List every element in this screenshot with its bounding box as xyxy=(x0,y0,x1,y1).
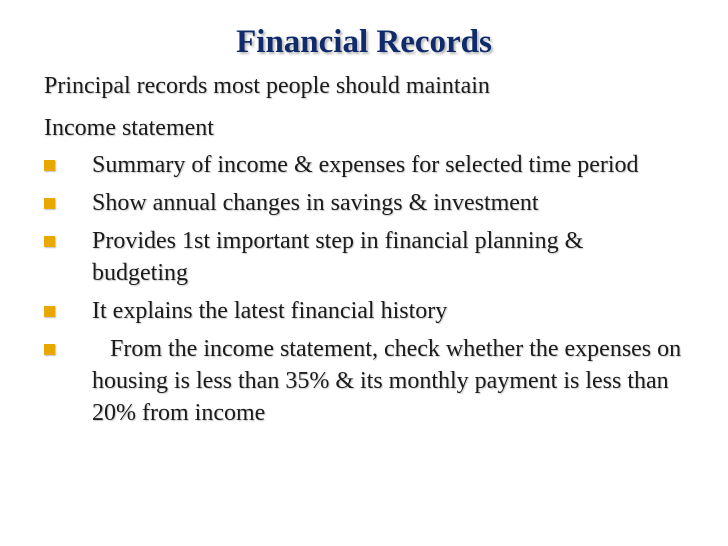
bullet-text: Summary of income & expenses for selected time period xyxy=(92,152,639,178)
square-bullet-icon xyxy=(44,236,55,247)
bullet-text: Provides 1st important step in financial planning & budgeting xyxy=(92,228,584,286)
square-bullet-icon xyxy=(44,306,55,317)
bullet-item xyxy=(44,295,684,327)
bullet-item xyxy=(44,149,684,181)
intro-line: Principal records most people should maintain xyxy=(44,73,490,99)
bullet-item xyxy=(44,333,684,429)
bullet-text: From the income statement, check whether the expenses on housing is less than 35% & its monthly payment is less than 20% from income xyxy=(92,336,682,426)
bullet-item xyxy=(44,225,684,289)
section-heading: Income statement xyxy=(44,115,214,141)
square-bullet-icon xyxy=(44,160,55,171)
square-bullet-icon xyxy=(44,198,55,209)
bullet-text: It explains the latest financial history xyxy=(92,298,448,324)
square-bullet-icon xyxy=(44,344,55,355)
bullet-item xyxy=(44,187,684,219)
slide-title: Financial Records xyxy=(236,24,492,60)
bullet-text: Show annual changes in savings & investment xyxy=(92,190,539,216)
bullet-list xyxy=(44,149,684,435)
